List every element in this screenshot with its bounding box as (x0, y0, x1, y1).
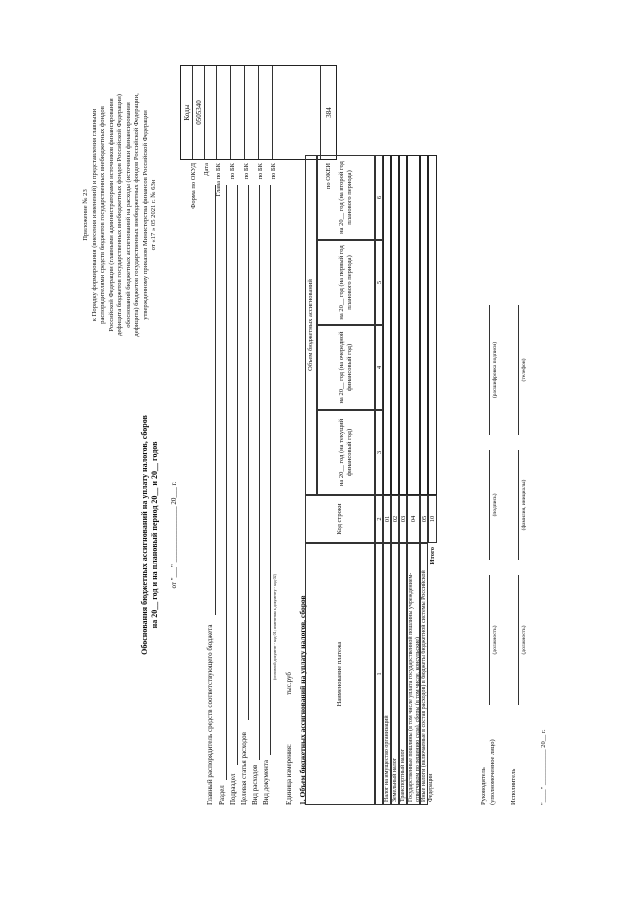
header-code: Код строки (305, 495, 375, 543)
head-position-line (489, 575, 490, 705)
total-code: 10 (428, 495, 437, 543)
row-values-05 (420, 155, 428, 495)
header-year-next: на 20__ год (на очередной финансовый год) (317, 325, 375, 410)
row-name-03: Транспортный налог (399, 543, 407, 805)
label-okud: Форма по ОКУД (190, 163, 197, 209)
row-code-05: 05 (420, 495, 428, 543)
row-name-05: Иные налоги (включаемые в состав расходов) в бюджеты бюджетной системы Российской Федерации (420, 543, 428, 805)
head-signature-line (489, 450, 490, 560)
header-year-current: на 20__ год (на текущий финансовый год) (317, 410, 375, 495)
podrazdel-line (237, 185, 238, 765)
row-values-01 (383, 155, 391, 495)
appendix-line: Российской Федерации (главными администраторами источников финансирования (107, 98, 115, 332)
code-cell-razdel (231, 66, 245, 159)
exec-position-line (518, 575, 519, 705)
title-line-2: на 20__ год и на плановый период 20__ и 20__ годов (150, 441, 159, 629)
exec-phone-caption: (телефон) (521, 358, 527, 382)
col-number-2: 2 (375, 495, 383, 543)
section-1-title: 1. Объем бюджетных ассигнований на уплату налогов, сборов (298, 595, 307, 805)
label-okei: по ОКЕИ (325, 163, 332, 190)
executor-label: Исполнитель (510, 768, 517, 805)
total-values (428, 155, 437, 495)
row-values-04 (407, 155, 420, 495)
label-podrazdel: Подраздел (229, 773, 237, 805)
label-csr: Целевая статья расходов (240, 732, 248, 805)
row-values-03 (399, 155, 407, 495)
label-unit: Единица измерения: (285, 744, 293, 805)
label-bk-3: по БК (257, 163, 264, 180)
exec-position-caption: (должность) (521, 625, 527, 655)
order-reference: от «17 » 05 2021 г. № 63н (150, 179, 157, 251)
exec-fio-line (518, 450, 519, 560)
code-cell-podrazdel (245, 66, 259, 159)
head-position-caption: (должность) (492, 625, 498, 655)
document-date: от "___" ________________ 20___ г. (170, 481, 178, 589)
row-values-02 (391, 155, 399, 495)
vd-line (270, 185, 271, 755)
appendix-line: Приложение № 23 (82, 189, 89, 241)
total-label: Итого (429, 547, 436, 565)
title-line-1: Обоснования бюджетных ассигнований на уплату налогов, сборов (140, 415, 149, 655)
head-decoding-caption: (расшифровка подписи) (492, 341, 498, 399)
header-year-plan-1: на 20__ год (на первый год планового периода) (317, 240, 375, 325)
col-number-4: 4 (375, 325, 383, 410)
label-vd: Вид документа (262, 759, 270, 805)
header-year-plan-2: на 20__ год (на второй год планового периода) (317, 155, 375, 240)
row-name-02: Земельный налог (391, 543, 399, 805)
label-glava: Глава по БК (215, 163, 222, 197)
code-cell-csr (259, 66, 273, 159)
codes-header: Коды (181, 66, 193, 159)
okud-code: 0505340 (193, 66, 205, 159)
exec-phone-line (518, 305, 519, 435)
vd-note: (основной документ - код 01; изменения к документу - код 02) (272, 574, 277, 680)
row-code-02: 02 (391, 495, 399, 543)
appendix-line: обоснований бюджетных ассигнований на расходы (источники финансирования (124, 102, 132, 328)
code-cell-date (205, 66, 217, 159)
exec-fio-caption: (фамилия, инициалы) (521, 479, 527, 531)
appendix-line: распорядителями средств бюджетов государственных внебюджетных фондов (99, 106, 106, 324)
col-number-5: 5 (375, 240, 383, 325)
appendix-line: к Порядку формирования (внесения изменений) и представления главными (90, 108, 98, 322)
row-name-01: Налог на имущество организаций (383, 543, 391, 805)
appendix-line: дефицита) бюджетов государственных внебюджетных фондов Российской Федерации, (133, 93, 140, 337)
row-code-03: 03 (399, 495, 407, 543)
razdel-line (226, 185, 227, 780)
csr-line (248, 185, 249, 720)
label-bk-2: по БК (243, 163, 250, 180)
signature-date: "____" ___________ 20__ г. (540, 729, 547, 805)
header-volume: Объем бюджетных ассигнований (305, 155, 317, 495)
vr-line (259, 185, 260, 760)
unit-value: тыс.руб (285, 672, 293, 695)
row-code-01: 01 (383, 495, 391, 543)
label-razdel: Раздел (218, 785, 226, 805)
label-grbs: Главный распорядитель средств соответствующего бюджета (206, 624, 214, 805)
okei-code: 384 (325, 107, 333, 118)
head-signature-caption: (подпись) (492, 493, 498, 517)
col-number-6: 6 (375, 155, 383, 240)
row-name-04: Государственные пошлины (в том числе уплата государственной пошлины учреждением-ответчиком по решению суда), сборы (в том числе, консульские) (407, 543, 420, 805)
appendix-line: дефицита бюджетов государственных внебюджетных фондов Российской Федерации) (116, 94, 123, 336)
head-label: Руководитель (480, 767, 487, 805)
label-bk-1: по БК (229, 163, 236, 180)
row-code-04: 04 (407, 495, 420, 543)
head-decoding-line (489, 305, 490, 435)
code-cell-glava (217, 66, 231, 159)
appendix-line: утвержденному приказом Министерства финансов Российской Федерации (141, 110, 149, 320)
label-bk-4: по БК (270, 163, 277, 180)
header-name: Наименование платежа (305, 543, 375, 805)
head-label-sub: (уполномоченное лицо) (489, 739, 496, 805)
col-number-3: 3 (375, 410, 383, 495)
col-number-1: 1 (375, 543, 383, 805)
label-vr: Вид расходов (251, 764, 259, 805)
label-date: Дата (203, 163, 210, 176)
document-title (140, 255, 160, 815)
grbs-line (215, 185, 216, 615)
